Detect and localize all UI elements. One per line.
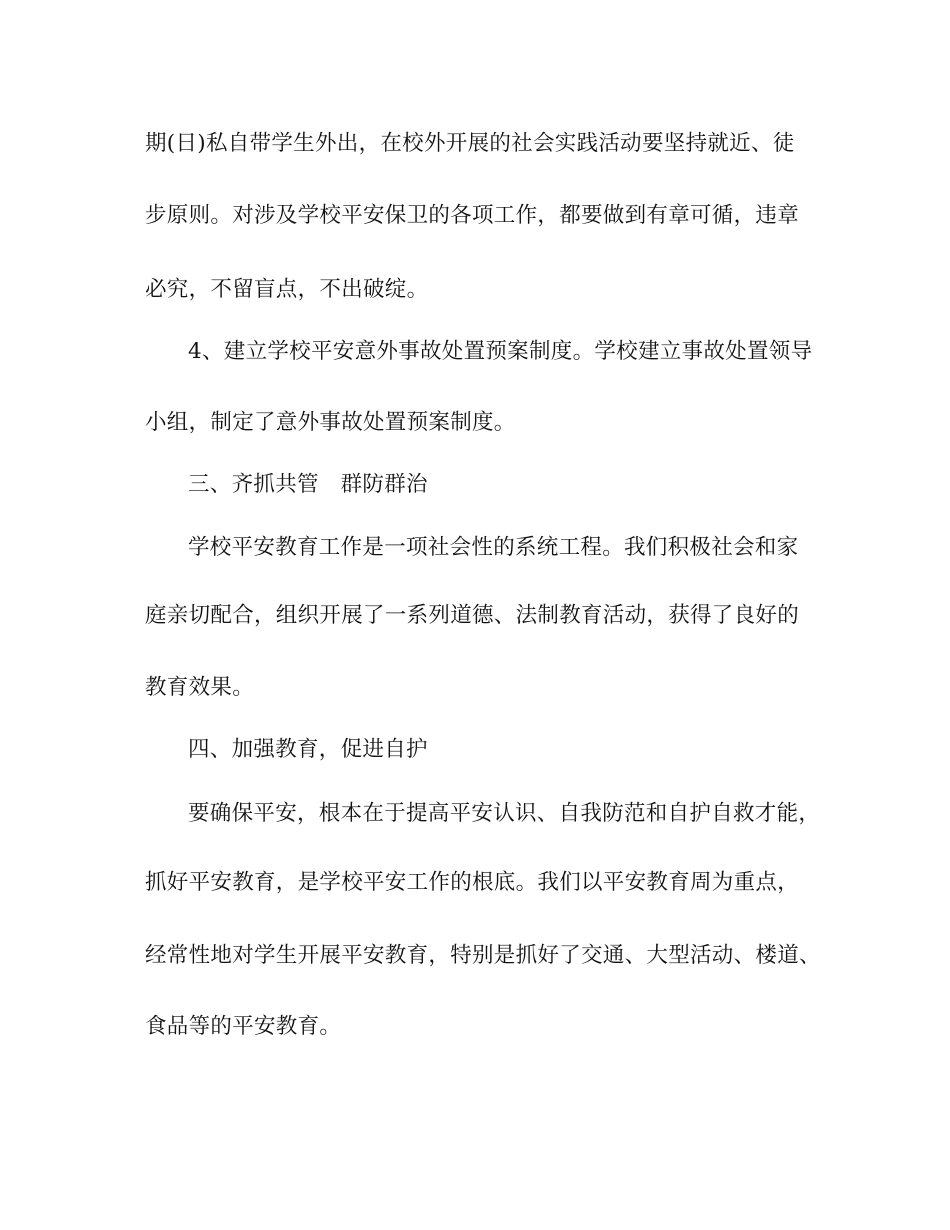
text-line: 小组，制定了意外事故处置预案制度。 [145,410,516,435]
text-line: 4、建立学校平安意外事故处置预案制度。学校建立事故处置领导 [188,339,813,364]
text-line: 步原则。对涉及学校平安保卫的各项工作，都要做到有章可循，违章 [145,203,800,228]
text-line: 教育效果。 [145,675,255,700]
text-line: 必究，不留盲点，不出破绽。 [145,277,429,302]
text-line: 期(日)私自带学生外出，在校外开展的社会实践活动要坚持就近、徒 [145,131,795,156]
text-line: 要确保平安，根本在于提高平安认识、自我防范和自护自救才能， [188,801,821,826]
text-line: 经常性地对学生开展平安教育，特别是抓好了交通、大型活动、楼道、 [145,943,821,968]
text-line: 庭亲切配合，组织开展了一系列道德、法制教育活动，获得了良好的 [145,603,800,628]
section-heading: 三、齐抓共管 群防群治 [188,472,428,497]
section-heading: 四、加强教育，促进自护 [188,737,428,762]
text-line: 抓好平安教育，是学校平安工作的根底。我们以平安教育周为重点， [145,870,800,895]
text-line: 学校平安教育工作是一项社会性的系统工程。我们积极社会和家 [188,535,799,560]
text-line: 食品等的平安教育。 [145,1014,342,1039]
